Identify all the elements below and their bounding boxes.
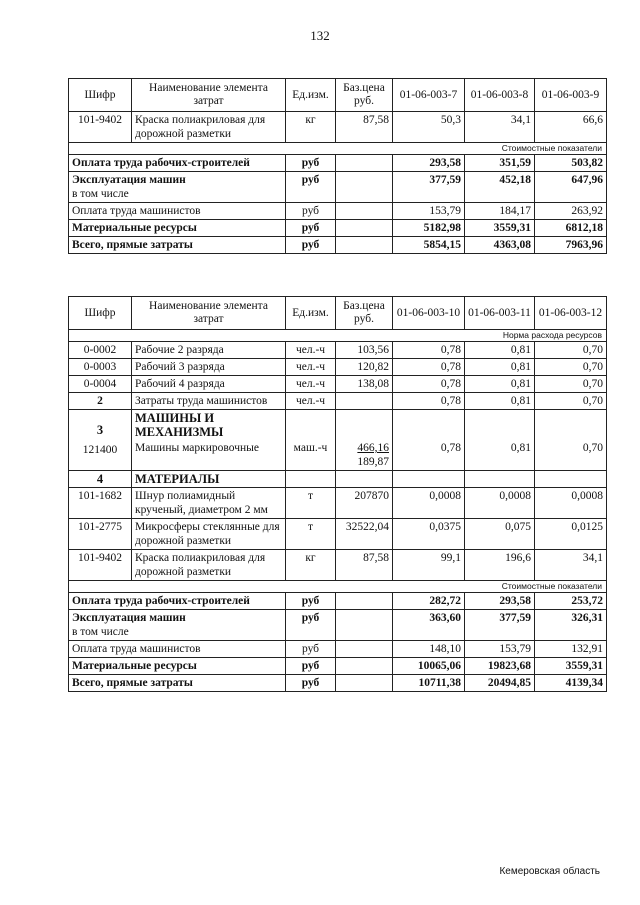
header-col-1: 01-06-003-7 <box>393 79 465 112</box>
summary-value-2: 377,59 <box>465 610 535 641</box>
row-value-3: 0,70 <box>535 440 607 471</box>
summary-unit: руб <box>286 203 336 220</box>
summary-value-1: 282,72 <box>393 593 465 610</box>
summary-name <box>69 675 286 692</box>
row-value-3: 0,0125 <box>535 519 607 550</box>
summary-price <box>336 641 393 658</box>
row-value-1: 0,78 <box>393 376 465 393</box>
summary-name-text: Оплата труда машинистов <box>72 643 201 655</box>
row-price: 207870 <box>336 488 393 519</box>
summary-value-2: 452,18 <box>465 172 535 203</box>
summary-name-text: Всего, прямые затраты <box>72 677 193 689</box>
row-unit: чел.-ч <box>286 376 336 393</box>
summary-name <box>69 155 286 172</box>
summary-value-3: 4139,34 <box>535 675 607 692</box>
row-value-2: 196,6 <box>465 550 535 581</box>
summary-subname: в том числе <box>72 188 129 200</box>
summary-unit: руб <box>286 172 336 203</box>
header-unit: Ед.изм. <box>286 297 336 330</box>
page-number: 132 <box>310 28 330 43</box>
row-unit: т <box>286 488 336 519</box>
row-value-2: 34,1 <box>465 112 535 143</box>
summary-name <box>69 172 286 203</box>
summary-value-3: 326,31 <box>535 610 607 641</box>
row-value-1: 0,78 <box>393 359 465 376</box>
summary-subname: в том числе <box>72 626 129 638</box>
row-unit: чел.-ч <box>286 359 336 376</box>
summary-name <box>69 593 286 610</box>
summary-value-1: 5854,15 <box>393 237 465 254</box>
summary-unit: руб <box>286 658 336 675</box>
summary-value-2: 4363,08 <box>465 237 535 254</box>
summary-value-1: 10065,06 <box>393 658 465 675</box>
header-col-2: 01-06-003-11 <box>465 297 535 330</box>
row-value-2: 0,81 <box>465 376 535 393</box>
footer-region: Кемеровская область <box>499 866 600 877</box>
machinists-row <box>69 393 607 410</box>
header-price: Баз.цена руб. <box>336 79 393 112</box>
summary-row <box>69 675 607 692</box>
row-price: 103,56 <box>336 342 393 359</box>
summary-value-2: 3559,31 <box>465 220 535 237</box>
row-value-3: 34,1 <box>535 550 607 581</box>
table-header-row <box>69 297 607 330</box>
section-label-row <box>69 143 607 155</box>
row-name: Рабочий 4 разряда <box>132 376 286 393</box>
summary-value-2: 293,58 <box>465 593 535 610</box>
summary-row <box>69 172 607 203</box>
row-value-1: 99,1 <box>393 550 465 581</box>
row-unit: кг <box>286 112 336 143</box>
row-value-3: 0,70 <box>535 376 607 393</box>
summary-name <box>69 220 286 237</box>
machines-section-cell <box>69 410 132 471</box>
summary-name-text: Оплата труда машинистов <box>72 205 201 217</box>
summary-value-3: 132,91 <box>535 641 607 658</box>
row-name: Затраты труда машинистов <box>132 393 286 410</box>
row-value-3: 0,70 <box>535 342 607 359</box>
summary-price <box>336 172 393 203</box>
row-unit: чел.-ч <box>286 342 336 359</box>
summary-value-3: 503,82 <box>535 155 607 172</box>
row-name: Краска полиакриловая для дорожной разметки <box>132 550 286 581</box>
row-price: 87,58 <box>336 112 393 143</box>
summary-value-3: 3559,31 <box>535 658 607 675</box>
header-code: Шифр <box>69 79 132 112</box>
summary-name-text: Эксплуатация машин <box>72 174 186 186</box>
summary-name <box>69 237 286 254</box>
row-code: 101-9402 <box>69 550 132 581</box>
cost-table-2 <box>68 296 607 692</box>
row-price: 138,08 <box>336 376 393 393</box>
header-code: Шифр <box>69 297 132 330</box>
row-value-3: 0,70 <box>535 359 607 376</box>
row-code: 2 <box>69 393 132 410</box>
summary-value-2: 184,17 <box>465 203 535 220</box>
row-name: Микросферы стеклянные для дорожной разметки <box>132 519 286 550</box>
summary-value-1: 10711,38 <box>393 675 465 692</box>
norm-label: Норма расхода ресурсов <box>69 330 607 342</box>
summary-value-1: 153,79 <box>393 203 465 220</box>
row-value-2: 0,81 <box>465 393 535 410</box>
summary-price <box>336 237 393 254</box>
row-value-2: 0,81 <box>465 342 535 359</box>
row-value-2: 0,075 <box>465 519 535 550</box>
summary-name <box>69 658 286 675</box>
header-col-1: 01-06-003-10 <box>393 297 465 330</box>
row-value-3: 66,6 <box>535 112 607 143</box>
section-title: МАШИНЫ И МЕХАНИЗМЫ <box>132 410 286 441</box>
summary-name-text: Материальные ресурсы <box>72 222 197 234</box>
norm-label-row <box>69 330 607 342</box>
row-name: Рабочие 2 разряда <box>132 342 286 359</box>
row-price: 32522,04 <box>336 519 393 550</box>
section-label: Стоимостные показатели <box>69 581 607 593</box>
summary-name-text: Оплата труда рабочих-строителей <box>72 157 250 169</box>
machine-row <box>69 440 607 471</box>
price-top: 466,16 <box>357 442 389 454</box>
summary-name-text: Всего, прямые затраты <box>72 239 193 251</box>
row-value-1: 50,3 <box>393 112 465 143</box>
summary-value-3: 7963,96 <box>535 237 607 254</box>
table-row <box>69 112 607 143</box>
summary-value-3: 253,72 <box>535 593 607 610</box>
row-value-1: 0,78 <box>393 393 465 410</box>
row-value-3: 0,0008 <box>535 488 607 519</box>
summary-unit: руб <box>286 675 336 692</box>
row-code: 101-9402 <box>69 112 132 143</box>
section-label: Стоимостные показатели <box>69 143 607 155</box>
row-value-2: 0,81 <box>465 359 535 376</box>
row-unit: чел.-ч <box>286 393 336 410</box>
summary-row <box>69 658 607 675</box>
summary-name-text: Оплата труда рабочих-строителей <box>72 595 250 607</box>
header-col-3: 01-06-003-12 <box>535 297 607 330</box>
row-code: 0-0002 <box>69 342 132 359</box>
row-code: 101-1682 <box>69 488 132 519</box>
section-code: 4 <box>69 471 132 488</box>
machines-section-row <box>69 410 607 441</box>
summary-value-2: 351,59 <box>465 155 535 172</box>
header-price: Баз.цена руб. <box>336 297 393 330</box>
summary-row <box>69 593 607 610</box>
section-label-row <box>69 581 607 593</box>
table-row <box>69 519 607 550</box>
row-unit: маш.-ч <box>286 440 336 471</box>
summary-price <box>336 220 393 237</box>
table-row <box>69 342 607 359</box>
row-name: Рабочий 3 разряда <box>132 359 286 376</box>
row-name: Машины маркировочные <box>132 440 286 471</box>
table-row <box>69 376 607 393</box>
summary-value-2: 19823,68 <box>465 658 535 675</box>
table-header-row <box>69 79 607 112</box>
header-name: Наименование элемента затрат <box>132 297 286 330</box>
summary-value-2: 153,79 <box>465 641 535 658</box>
summary-name <box>69 610 286 641</box>
summary-value-1: 5182,98 <box>393 220 465 237</box>
row-value-1: 0,0008 <box>393 488 465 519</box>
row-value-1: 0,78 <box>393 440 465 471</box>
row-value-1: 0,0375 <box>393 519 465 550</box>
row-value-3: 0,70 <box>535 393 607 410</box>
row-price: 87,58 <box>336 550 393 581</box>
summary-name-text: Материальные ресурсы <box>72 660 197 672</box>
summary-price <box>336 658 393 675</box>
cost-table-1 <box>68 78 607 254</box>
header-col-2: 01-06-003-8 <box>465 79 535 112</box>
section-code: 3 <box>96 423 104 437</box>
summary-row <box>69 237 607 254</box>
summary-row <box>69 610 607 641</box>
summary-price <box>336 155 393 172</box>
table-row <box>69 359 607 376</box>
row-value-2: 0,81 <box>465 440 535 471</box>
summary-price <box>336 203 393 220</box>
summary-price <box>336 610 393 641</box>
row-name: Краска полиакриловая для дорожной разметки <box>132 112 286 143</box>
header-col-3: 01-06-003-9 <box>535 79 607 112</box>
summary-value-2: 20494,85 <box>465 675 535 692</box>
row-value-2: 0,0008 <box>465 488 535 519</box>
summary-value-1: 377,59 <box>393 172 465 203</box>
summary-unit: руб <box>286 641 336 658</box>
summary-row <box>69 203 607 220</box>
section-title: МАТЕРИАЛЫ <box>132 471 286 488</box>
summary-name-text: Эксплуатация машин <box>72 612 186 624</box>
row-price: 120,82 <box>336 359 393 376</box>
machine-code: 121400 <box>82 444 118 456</box>
row-code: 0-0003 <box>69 359 132 376</box>
header-unit: Ед.изм. <box>286 79 336 112</box>
summary-unit: руб <box>286 155 336 172</box>
table-row <box>69 488 607 519</box>
summary-unit: руб <box>286 610 336 641</box>
summary-price <box>336 593 393 610</box>
summary-name <box>69 203 286 220</box>
summary-row <box>69 155 607 172</box>
price-bottom: 189,87 <box>357 456 389 468</box>
summary-value-1: 293,58 <box>393 155 465 172</box>
summary-value-3: 6812,18 <box>535 220 607 237</box>
summary-unit: руб <box>286 220 336 237</box>
summary-price <box>336 675 393 692</box>
row-value-1: 0,78 <box>393 342 465 359</box>
summary-unit: руб <box>286 593 336 610</box>
row-price <box>336 393 393 410</box>
row-name: Шнур полиамидный крученый, диаметром 2 мм <box>132 488 286 519</box>
summary-row <box>69 641 607 658</box>
materials-section-row <box>69 471 607 488</box>
row-unit: кг <box>286 550 336 581</box>
summary-value-1: 363,60 <box>393 610 465 641</box>
summary-row <box>69 220 607 237</box>
row-unit: т <box>286 519 336 550</box>
row-price <box>336 440 393 471</box>
summary-name <box>69 641 286 658</box>
row-code: 0-0004 <box>69 376 132 393</box>
table-row <box>69 550 607 581</box>
summary-value-1: 148,10 <box>393 641 465 658</box>
summary-value-3: 647,96 <box>535 172 607 203</box>
header-name: Наименование элемента затрат <box>132 79 286 112</box>
summary-value-3: 263,92 <box>535 203 607 220</box>
row-code: 101-2775 <box>69 519 132 550</box>
summary-unit: руб <box>286 237 336 254</box>
